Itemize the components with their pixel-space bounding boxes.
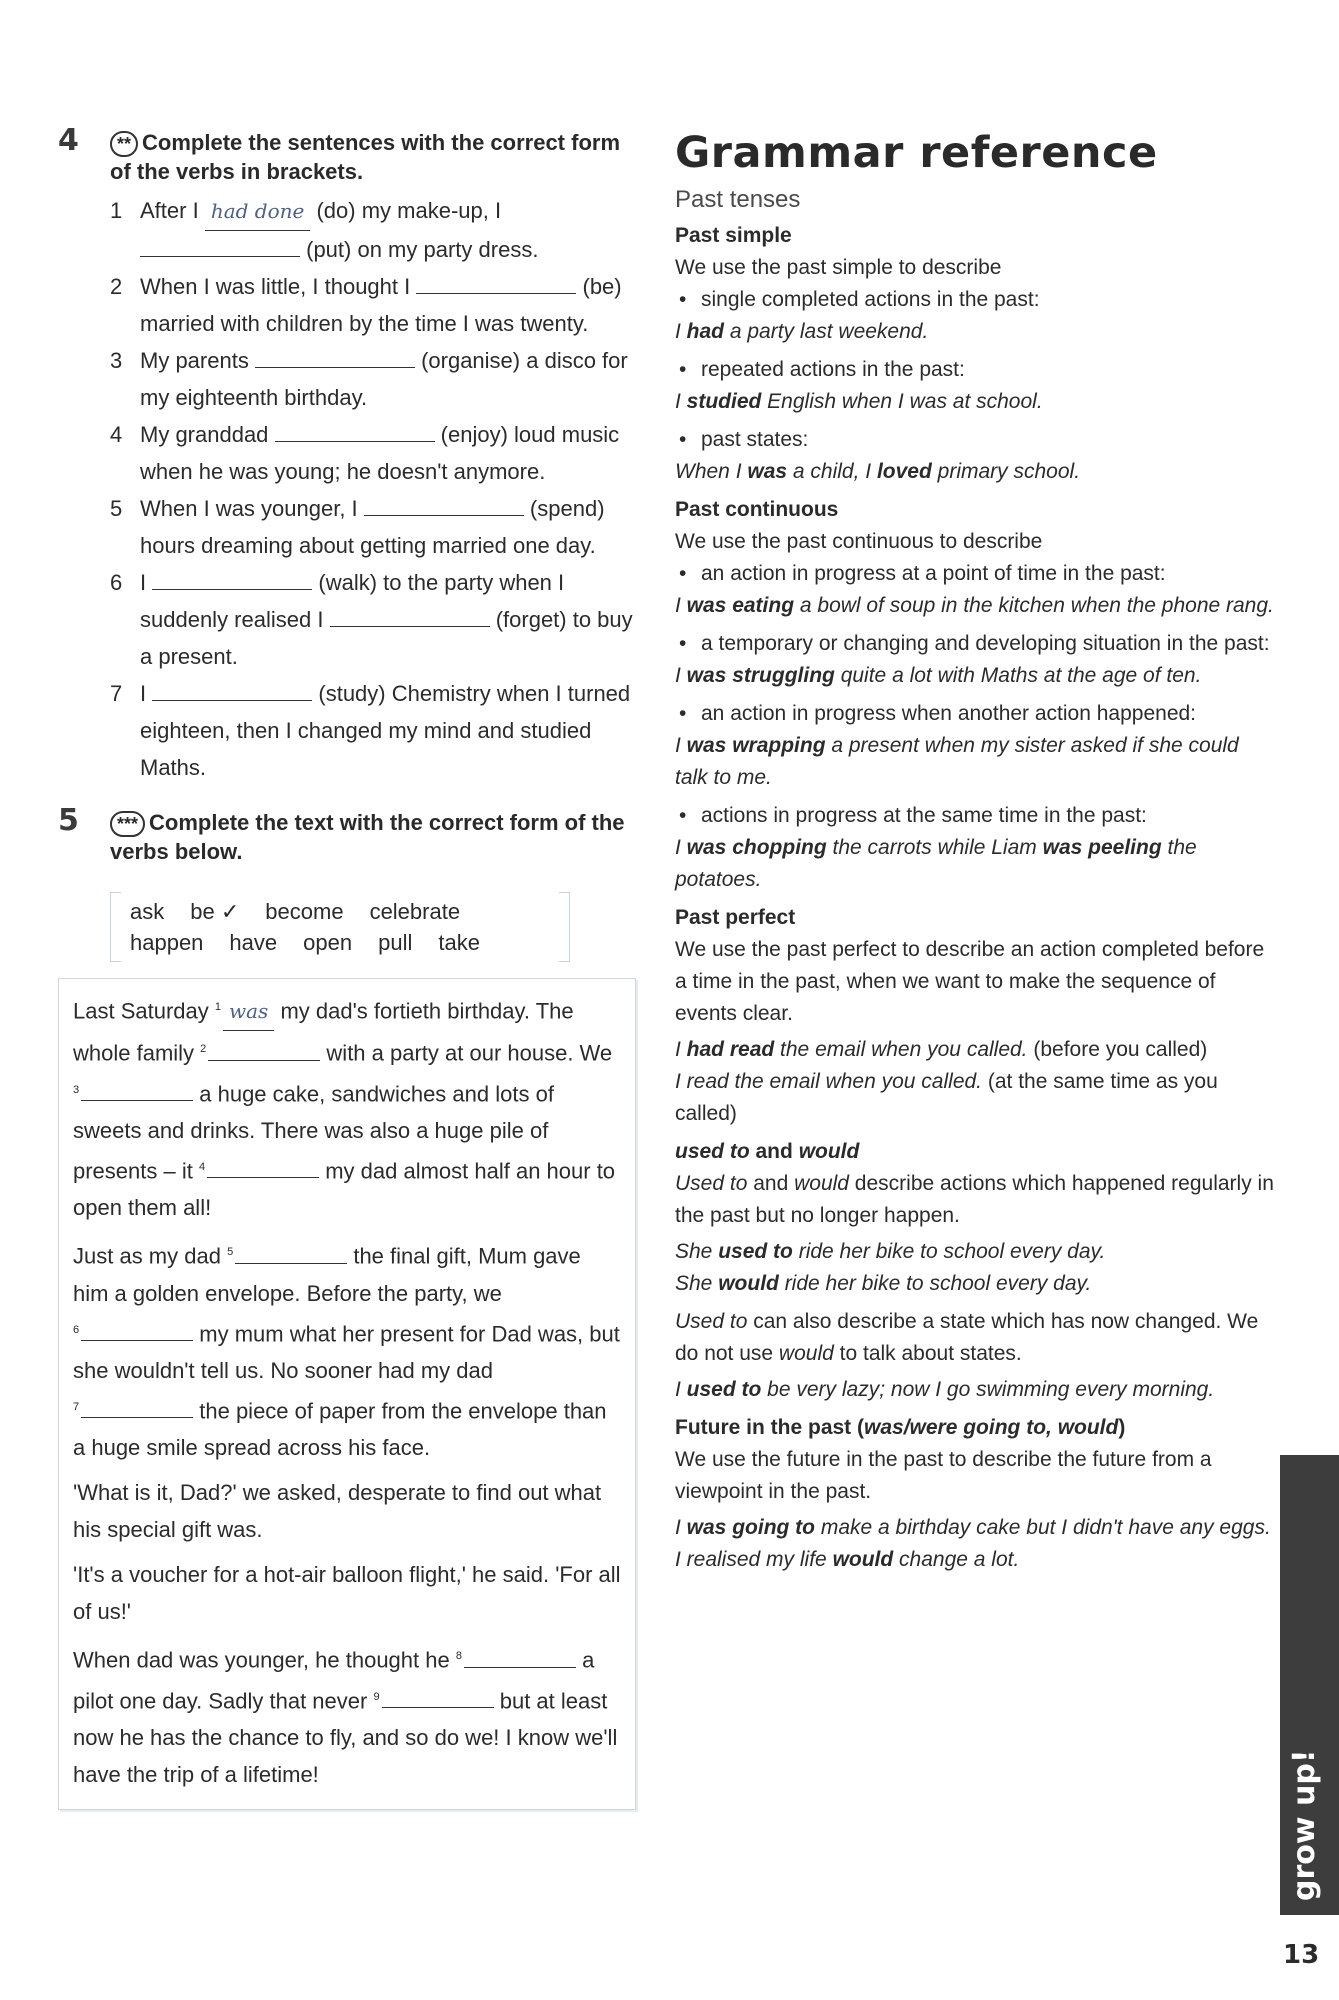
rule-part: describe actions which happened regularly in the past but no longer happen. xyxy=(675,1172,1274,1227)
gap-number: 5 xyxy=(227,1246,234,1259)
rule-text: We use the past perfect to describe an action completed before a time in the past, when we want to make the sequence of events clear. xyxy=(675,938,1265,1025)
text-segment: with a party at our house. We xyxy=(326,1040,613,1066)
rule-text: We use the past continuous to describe xyxy=(675,530,1043,553)
example-highlight: was wrapping xyxy=(686,734,826,757)
answer-blank[interactable] xyxy=(140,234,300,257)
example-text: I xyxy=(675,390,687,413)
example-sentence xyxy=(675,832,1275,896)
heading-part: would xyxy=(798,1140,860,1163)
past-continuous-heading: Past continuous xyxy=(675,498,839,521)
exercise-item xyxy=(110,490,638,564)
answer-gap[interactable] xyxy=(235,1243,347,1264)
example-highlight: studied xyxy=(686,390,762,413)
item-text: After I xyxy=(140,198,199,223)
answer-blank[interactable] xyxy=(364,493,524,516)
difficulty-stars: *** xyxy=(110,811,145,837)
example-text: When I xyxy=(675,460,748,483)
exercise-4-number: 4 xyxy=(58,123,79,158)
example-text: the potatoes. xyxy=(675,836,1197,891)
text-segment: a pilot one day. Sadly that never xyxy=(73,1647,595,1713)
example-text: I xyxy=(675,1038,687,1061)
example-text: She xyxy=(675,1240,719,1263)
exercise-5-instruction: Complete the text with the correct form of the verbs below. xyxy=(110,810,625,864)
exercise-item xyxy=(110,564,638,675)
item-text: (spend) hours dreaming about getting married one day. xyxy=(140,496,605,558)
text-paragraph: 'What is it, Dad?' we asked, desperate to find out what his special gift was. xyxy=(73,1480,602,1543)
gap-number: 8 xyxy=(455,1650,462,1663)
answer-blank[interactable] xyxy=(416,271,576,294)
item-text: I xyxy=(140,681,147,706)
example-text: I xyxy=(675,1516,687,1539)
item-text: (enjoy) loud music when he was young; he doesn't anymore. xyxy=(140,422,620,484)
item-number: 1 xyxy=(110,198,123,223)
example-highlight: would xyxy=(832,1548,894,1571)
unit-side-tab xyxy=(1280,1455,1339,1915)
example-sentence xyxy=(675,1544,1275,1576)
rule-part: and xyxy=(747,1172,795,1195)
text-paragraph xyxy=(73,1638,621,1793)
gap-number: 3 xyxy=(73,1083,80,1096)
gap-number: 4 xyxy=(198,1160,206,1173)
example-highlight: had read xyxy=(686,1038,775,1061)
rule-bullet: • single completed actions in the past: xyxy=(675,284,1275,316)
example-text: primary school. xyxy=(931,460,1081,483)
past-perfect-heading: Past perfect xyxy=(675,906,796,929)
item-text: I xyxy=(140,570,147,595)
text-segment: a huge cake, sandwiches and lots of sweets and drinks. There was also a huge pile of presents – it xyxy=(73,1080,554,1184)
example-note: (before you called) xyxy=(1027,1038,1208,1061)
item-number: 3 xyxy=(110,348,123,373)
example-sentence xyxy=(675,1268,1275,1300)
example-sentence xyxy=(675,1066,1275,1130)
exercise-item xyxy=(110,268,638,342)
example-sentence xyxy=(675,456,1275,488)
grammar-reference-column xyxy=(675,128,1275,1582)
word-option: have xyxy=(229,930,278,955)
example-text: I xyxy=(675,320,687,343)
rule-text: We use the past simple to describe xyxy=(675,256,1002,279)
example-sentence xyxy=(675,1374,1275,1406)
example-text: I xyxy=(675,594,687,617)
rule-bullet: • past states: xyxy=(675,424,1275,456)
heading-part: was/were going to, would xyxy=(864,1416,1119,1439)
rule-part: would xyxy=(778,1342,834,1365)
example-text: She xyxy=(675,1272,719,1295)
example-highlight: used to xyxy=(686,1378,762,1401)
gap-number: 6 xyxy=(73,1323,80,1336)
rule-bullet: • an action in progress at a point of time in the past: xyxy=(675,558,1275,590)
word-option: pull xyxy=(378,930,413,955)
example-text: I xyxy=(675,1378,687,1401)
example-sentence xyxy=(675,1034,1275,1066)
item-text: My parents xyxy=(140,348,249,373)
rule-text xyxy=(675,1168,1275,1232)
item-text: (put) on my party dress. xyxy=(306,237,539,262)
example-sentence xyxy=(675,316,1275,348)
answer-gap[interactable] xyxy=(81,1080,193,1101)
text-segment: the piece of paper from the envelope than a huge smile spread across his face. xyxy=(73,1398,607,1461)
example-text: I read the email when you called. xyxy=(675,1070,983,1093)
word-option: celebrate xyxy=(369,899,461,924)
item-text: (organise) a disco for my eighteenth birthday. xyxy=(140,348,628,410)
exercise-4-instruction: Complete the sentences with the correct form of the verbs in brackets. xyxy=(110,130,621,184)
example-text: I xyxy=(675,836,687,859)
example-text: the email when you called. xyxy=(774,1038,1028,1061)
gap-fill-text xyxy=(58,978,636,1810)
used-to-would-heading xyxy=(675,1140,1275,1164)
rule-text: We use the future in the past to describe the future from a viewpoint in the past. xyxy=(675,1448,1212,1503)
rule-bullet: • repeated actions in the past: xyxy=(675,354,1275,386)
example-text: make a birthday cake but I didn't have any eggs. xyxy=(815,1516,1271,1539)
exercises-column xyxy=(58,123,638,1810)
rule-part: to talk about states. xyxy=(833,1342,1022,1365)
example-sentence xyxy=(675,730,1275,794)
answer-gap[interactable] xyxy=(81,1320,193,1341)
text-segment: Just as my dad xyxy=(73,1243,221,1269)
example-sentence xyxy=(675,1236,1275,1268)
answer-blank[interactable] xyxy=(330,604,490,627)
rule-bullet: • a temporary or changing and developing situation in the past: xyxy=(675,628,1275,660)
item-text: (do) my make-up, I xyxy=(316,198,502,223)
item-number: 2 xyxy=(110,274,123,299)
item-number: 4 xyxy=(110,422,123,447)
answer-gap[interactable] xyxy=(464,1647,576,1668)
item-text: (study) Chemistry when I turned eighteen, then I changed my mind and studied Maths. xyxy=(140,681,631,780)
example-text: the carrots while Liam xyxy=(826,836,1043,859)
rule-bullet: • an action in progress when another action happened: xyxy=(675,698,1275,730)
exercise-4-heading xyxy=(58,123,638,186)
page-number: 13 xyxy=(1283,1940,1320,1970)
example-sentence xyxy=(675,386,1275,418)
heading-part: ) xyxy=(1118,1416,1126,1439)
difficulty-stars: ** xyxy=(110,131,138,157)
item-number: 7 xyxy=(110,681,123,706)
exercise-4-items xyxy=(110,192,638,786)
heading-part: Future in the past ( xyxy=(675,1416,864,1439)
item-number: 6 xyxy=(110,570,123,595)
grammar-reference-title: Grammar reference xyxy=(675,128,1158,178)
exercise-item xyxy=(110,675,638,786)
example-text: a present when my sister asked if she could talk to me. xyxy=(675,734,1239,789)
item-text: When I was younger, I xyxy=(140,496,358,521)
example-text: a party last weekend. xyxy=(724,320,929,343)
example-text: I xyxy=(675,734,687,757)
example-highlight: was eating xyxy=(686,594,795,617)
example-sentence xyxy=(675,660,1275,692)
answer-gap[interactable] xyxy=(81,1397,193,1418)
item-text: My granddad xyxy=(140,422,269,447)
example-note: (at the same time as you called) xyxy=(675,1070,1218,1125)
text-segment: Last Saturday xyxy=(73,998,209,1024)
example-sentence xyxy=(675,590,1275,622)
text-segment: my dad almost half an hour to open them all! xyxy=(73,1158,616,1221)
text-segment: my dad's fortieth birthday. The whole family xyxy=(73,998,574,1066)
example-highlight: was struggling xyxy=(686,664,835,687)
example-highlight: used to xyxy=(718,1240,793,1263)
example-highlight: would xyxy=(718,1272,779,1295)
answer-gap[interactable] xyxy=(382,1687,494,1708)
word-option: happen xyxy=(130,930,204,955)
example-highlight: was peeling xyxy=(1042,836,1162,859)
example-text: be very lazy; now I go swimming every morning. xyxy=(761,1378,1215,1401)
item-number: 5 xyxy=(110,496,123,521)
example-highlight: was xyxy=(747,460,788,483)
heading-part: used to xyxy=(675,1140,750,1163)
exercise-item xyxy=(110,192,638,268)
heading-part: and xyxy=(749,1140,799,1163)
exercise-item xyxy=(110,342,638,416)
example-highlight: was chopping xyxy=(686,836,827,859)
example-text: ride her bike to school every day. xyxy=(778,1272,1092,1295)
text-paragraph xyxy=(73,1234,621,1466)
rule-part: Used to xyxy=(675,1310,748,1333)
answer-blank[interactable] xyxy=(275,419,435,442)
item-text: (walk) to the party when I suddenly realised I xyxy=(140,570,565,632)
example-text: quite a lot with Maths at the age of ten. xyxy=(834,664,1202,687)
answer-gap[interactable] xyxy=(207,1157,319,1178)
text-segment: When dad was younger, he thought he xyxy=(73,1647,450,1673)
gap-number: 9 xyxy=(373,1690,380,1703)
word-option: become xyxy=(265,899,344,924)
handwritten-answer: had done xyxy=(205,193,311,231)
word-option: take xyxy=(438,930,480,955)
exercise-item xyxy=(110,416,638,490)
unit-tab-label: grow up! xyxy=(1286,1749,1322,1901)
item-text: (forget) to buy a present. xyxy=(140,607,633,669)
past-simple-heading: Past simple xyxy=(675,224,792,247)
example-sentence xyxy=(675,1512,1275,1544)
answer-blank[interactable] xyxy=(152,567,312,590)
rule-part: would xyxy=(794,1172,849,1195)
section-subtitle: Past tenses xyxy=(675,186,801,213)
example-text: I xyxy=(675,664,687,687)
text-segment: the final gift, Mum gave him a golden envelope. Before the party, we xyxy=(73,1243,581,1306)
gap-number: 7 xyxy=(73,1400,80,1413)
example-text: English when I was at school. xyxy=(761,390,1043,413)
example-text: a child, I xyxy=(787,460,877,483)
text-paragraph xyxy=(73,989,621,1226)
text-segment: but at least now he has the chance to fly, and so do we! I know we'll have the trip of a lifetime! xyxy=(73,1687,618,1787)
word-option: open xyxy=(303,930,353,955)
example-text: I realised my life xyxy=(675,1548,833,1571)
handwritten-answer: was xyxy=(223,993,274,1031)
gap-number: 2 xyxy=(200,1043,207,1056)
gap-number: 1 xyxy=(214,1001,221,1013)
rule-text xyxy=(675,1306,1275,1370)
example-text: ride her bike to school every day. xyxy=(792,1240,1106,1263)
word-box xyxy=(110,892,570,962)
word-option: be ✓ xyxy=(190,899,240,924)
example-highlight: had xyxy=(686,320,725,343)
future-in-the-past-heading xyxy=(675,1416,1275,1440)
example-highlight: was going to xyxy=(686,1516,815,1539)
word-option: ask xyxy=(130,899,165,924)
rule-part: can also describe a state which has now changed. We do not use xyxy=(675,1310,1259,1365)
text-segment: my mum what her present for Dad was, but she wouldn't tell us. No sooner had my dad xyxy=(73,1320,620,1383)
exercise-5-number: 5 xyxy=(58,803,79,838)
item-text: When I was little, I thought I xyxy=(140,274,411,299)
answer-gap[interactable] xyxy=(208,1040,320,1061)
answer-blank[interactable] xyxy=(152,678,312,701)
example-text: change a lot. xyxy=(893,1548,1020,1571)
text-paragraph: 'It's a voucher for a hot-air balloon flight,' he said. 'For all of us!' xyxy=(73,1562,621,1625)
rule-part: Used to xyxy=(675,1172,748,1195)
exercise-5-heading xyxy=(58,803,638,866)
example-text: a bowl of soup in the kitchen when the phone rang. xyxy=(794,594,1274,617)
rule-bullet: • actions in progress at the same time in the past: xyxy=(675,800,1275,832)
answer-blank[interactable] xyxy=(255,345,415,368)
item-text: (be) married with children by the time I was twenty. xyxy=(140,274,622,336)
example-highlight: loved xyxy=(876,460,932,483)
